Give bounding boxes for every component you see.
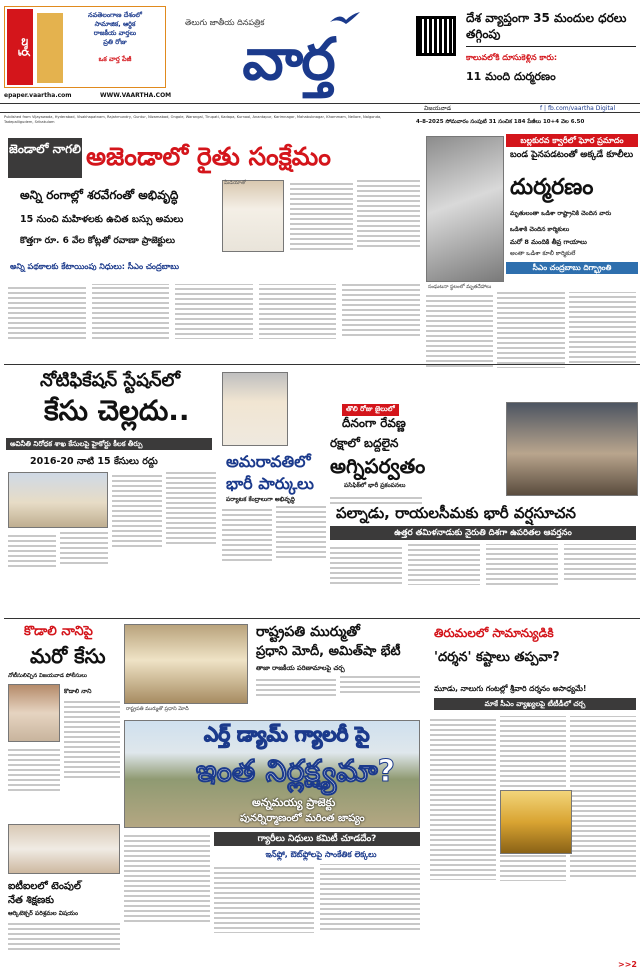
police-photo [506,402,638,496]
amaravati-headline2: భారీ పార్కులు [226,474,314,493]
rain-body [330,544,636,614]
dam-headline2: ఇంత నిర్లక్ష్యమా? [196,754,395,789]
notif-sub2: 2016-20 నాటి 15 కేసులు రద్దు [30,456,158,467]
tagline: తెలుగు జాతీయ దినపత్రిక [185,18,265,27]
bird-icon [330,12,360,26]
lead-sub4: అన్ని పథకాలకు కేటాయింపు నిధులు: సీఎం చంద్రబాబు [10,262,179,271]
amaravati-headline1: అమరావతిలో [226,452,311,471]
quarry-sub3: మరో 8 మందికి తీవ్ర గాయాలు [510,238,587,246]
side-photo [37,13,63,83]
quarry-photo [426,136,504,282]
quarry-sub4: అంతా ఒడిశా కూలీ కార్మికులే [510,250,576,257]
tirumala-sub1: మూడు, నాలుగు గంటల్లో శ్రీవారి దర్శనం అసాధ్యమే! [434,684,587,693]
kodali-body [64,698,120,818]
lead-photo [222,180,284,252]
notif-headline1: నోటిఫికేషన్ స్టేషన్‌లో [40,370,181,391]
court-photo [8,472,108,528]
volcano-sub: పసిఫిక్‌లో భారీ ప్రకంపనలు [344,482,406,489]
iti-body [8,920,120,972]
revanna-kicker: తొలి రోజు జైలులో [342,404,399,416]
kodali-headline2: మరో కేసు [30,644,106,668]
kicker-flag: జెండాలో నాగలి [8,138,82,178]
rain-headline: పల్నాడు, రాయలసీమకు భారీ వర్షసూచన [336,504,576,522]
teaser-sub: కాలువలోకి దూసుకెళ్లిన కారు: [466,53,558,62]
side-line: రాజకీయ వార్తలు [93,29,137,37]
dam-sub4: ఇన్‌ఫ్లో, ఔట్‌ఫ్లోలపై సాంకేతిక లెక్కలు [265,850,377,859]
notif-body [112,472,216,592]
social-link[interactable]: f | fb.com/vaartha Digital [540,105,616,112]
newspaper-logo: వార్త [242,25,334,93]
lead-sub1: అన్ని రంగాల్లో శరవేగంతో అభివృద్ధి [20,188,179,202]
amaravati-photo [222,372,288,446]
side-tag: ఒక వార్త పేజీ [98,55,132,63]
epaper-link[interactable]: epaper.vaartha.com [4,92,72,99]
iti-headline1: ఐటీఐలలో టెంపుల్ [8,881,81,892]
side-brand: వార్త [7,9,33,85]
dam-headline1: ఎర్త్ డ్యామ్ గ్యాలరీ పై [204,722,370,746]
revanna-kicker2: దీనంగా రేవణ్ణ [342,416,406,430]
side-promo [4,6,166,88]
tirumala-headline2: 'దర్శన' కష్టాలు తప్పవా? [434,650,560,665]
kodali-photo [8,684,60,742]
quarry-kicker: బల్లకురవ క్వారీలో ఘోర ప్రమాదం [506,134,638,147]
continued-marker: >>2 [618,960,637,969]
rain-sub: ఉత్తర తమిళనాడుకు నైరుతి దిశగా ఉపరితల ఆవర్తనం [330,526,636,540]
amaravati-sub: పర్యాటక కేంద్రాలుగా అభివృద్ధి [226,496,295,503]
teaser-box [466,10,636,100]
dam-sub3: గ్యారీలు నిధులు కమిటీ చూడదేం? [214,832,420,846]
kodali-caption: కొడాలి నాని [64,688,92,695]
quarry-sub5: సీఎం చంద్రబాబు దిగ్భ్రాంతి [506,262,638,274]
kodali-body2 [8,746,60,816]
notif-sub1: అవినీతి నిరోధక శాఖ కేసులపై హైకోర్టు కీలక తీర్పు [6,438,212,450]
quarry-headline: దుర్మరణం [510,175,594,200]
volcano-headline2: అగ్నిపర్వతం [330,454,426,478]
lead-body-right [290,180,420,284]
iti-photo [8,824,120,874]
dateline: 4-8-2025 సోమవారం సంపుటి 31 సంచిక 184 పేజీలు 10+4 వెల 6.50 [416,119,585,125]
website-link[interactable]: WWW.VAARTHA.COM [100,92,172,99]
editions-line: Published from Vijayawada, Hyderabad, Visakhapatnam, Rajahmundry, Guntur, Nizamabad, Ongole, Warangal, Tirupati, Kadapa, Kurnool, Anantapur, Karimnagar, Mahabubnagar, Khammam, Nellore, Nalgonda, Tadepalligudem, Srikakulam [4,115,382,124]
murmu-photo [124,624,248,704]
quarry-sub2: ఒడిశాకి చెందిన కార్మికులు [510,226,570,233]
side-line: ప్రతి రోజు [103,38,127,46]
temple-photo [500,790,572,854]
murmu-headline1: రాష్ట్రపతి ముర్ముతో [256,624,360,640]
lead-photo-caption: మీడియాతో [224,180,246,186]
dam-sub1: అన్నమయ్య ప్రాజెక్టు [252,796,336,809]
murmu-sub: తాజా రాజకీయ పరిణామాలపై చర్చ [256,664,345,672]
murmu-caption: రాష్ట్రపతి ముర్ముతో ప్రధాని మోదీ [126,706,189,712]
dam-sub2: పునర్నిర్మాణంలో మరింత జాప్యం [240,813,365,824]
iti-headline2: నేత శిక్షణకు [8,895,54,906]
tirumala-sub2: మాకే సీఎం వ్యాఖ్యలపై టీటీడీలో చర్చ [434,698,636,710]
dam-body [124,832,210,972]
lead-sub2: 15 నుంచి మహిళలకు ఉచిత బస్సు అమలు [20,214,184,225]
notif-headline2: కేసు చెల్లదు.. [44,394,190,427]
amaravati-body [222,506,326,596]
quarry-caption: సంఘటనా స్థలంలో మృతదేహాలు [428,284,492,290]
side-line: సామాజిక, ఆర్థిక [94,20,136,28]
dam-body2 [214,864,420,972]
quarry-sub1: మృతులంతా ఒడిశా రాష్ట్రానికి చెందిన వారు [510,210,612,217]
lead-body [8,284,420,362]
teaser-headline: దేశ వ్యాప్తంగా 35 మందుల ధరలు తగ్గింపు [466,11,627,41]
quarry-body [426,292,636,402]
city-name: విజయవాడ [424,105,452,112]
lead-sub3: కొత్తగా రూ. 6 వేల కోట్లతో రవాణా ప్రాజెక్టులు [20,236,175,246]
qr-code[interactable] [416,16,456,56]
lead-headline: అజెండాలో రైతు సంక్షేమం [86,142,331,171]
murmu-body [256,676,420,712]
tirumala-headline1: తిరుమలలో సామాన్యుడికి [434,626,554,640]
kodali-sub: నోటీసులిచ్చిన విజయవాడ పోలీసులు [8,673,87,679]
quarry-headline-top: బండ పైనపడటంతో అక్కడే కూలీలు [510,150,634,160]
teaser-sub2: 11 మంది దుర్మరణం [466,70,556,83]
side-line: నవతెలంగాణ దేశంలో [88,11,142,19]
volcano-headline1: రక్షాలో బద్దలైన [330,436,399,450]
murmu-headline2: ప్రధాని మోదీ, అమిత్‌షా భేటీ [256,644,401,659]
notif-body2 [8,532,108,592]
kodali-headline1: కొడాలి నానిపై [24,624,93,639]
iti-sub: ఆర్కిటెక్చర్ పరిశ్రమల విషయం [8,910,79,917]
